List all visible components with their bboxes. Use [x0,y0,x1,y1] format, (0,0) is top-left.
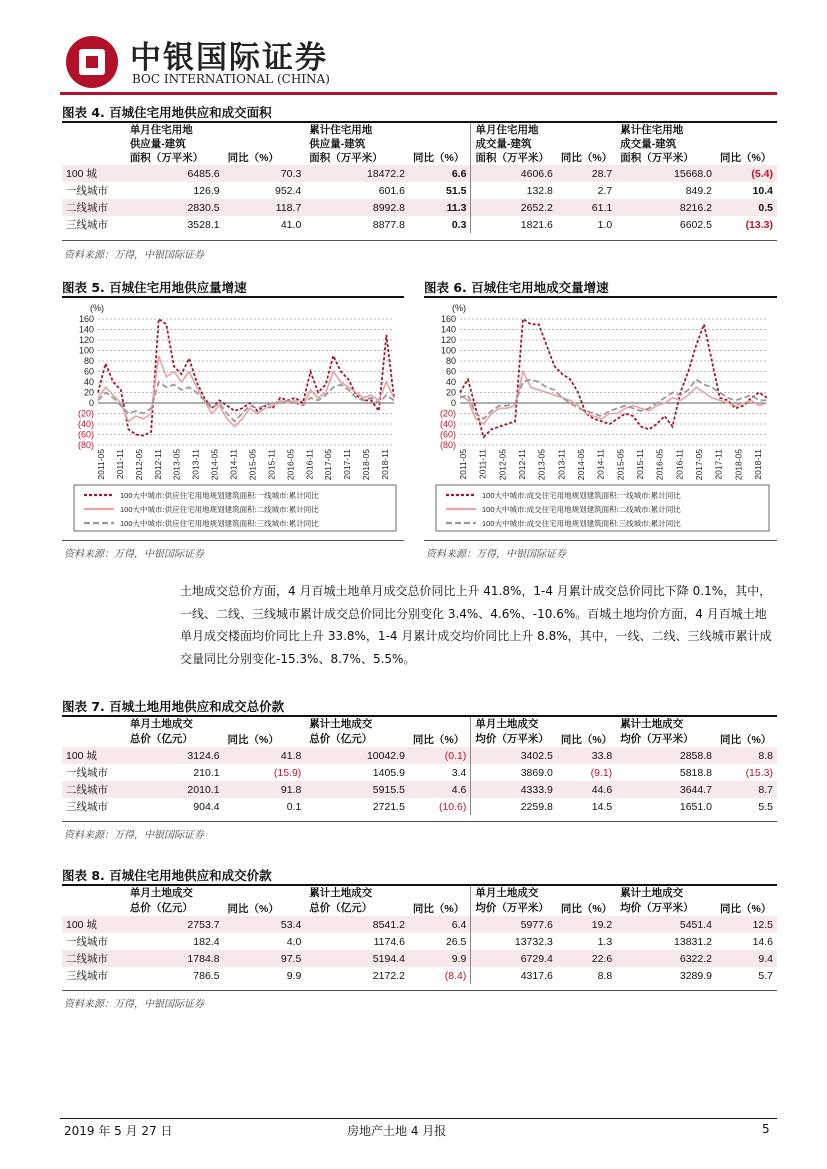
y-axis-label: (%) [452,303,466,313]
table8-source: 资料来源：万得，中银国际证券 [64,999,204,1010]
table-row: 二线城市 1784.8 97.5 5194.4 9.9 6729.4 22.6 6322.2 9.4 [62,950,777,967]
table7-title: 图表 7. 百城土地用地供应和成交总价款 [62,699,285,714]
brand-name-en: BOC INTERNATIONAL (CHINA) [132,72,330,86]
x-tick-label: 2013-11 [556,449,567,480]
series-line-1 [460,319,767,437]
y-tick-label: 60 [83,366,94,377]
table-row: 一线城市 126.9 952.4 601.6 51.5 132.8 2.7 849.2 10.4 [62,182,777,199]
fig6-chart [424,299,777,536]
fig5-chart [62,299,404,536]
brand-name-cn: 中银国际证券 [130,40,328,76]
x-tick-label: 2014-11 [228,449,239,480]
table-row: 100 城 6485.6 70.3 18472.2 6.6 4606.6 28.7 15668.0 (5.4) [62,165,777,182]
x-tick-label: 2018-11 [380,449,390,480]
footer-page-number: 5 [762,1122,770,1136]
table4-source: 资料来源：万得，中银国际证券 [64,250,204,261]
fig6-title: 图表 6. 百城住宅用地成交量增速 [424,280,609,295]
x-tick-label: 2015-05 [615,449,626,481]
table-row: 100 城 2753.7 53.4 8541.2 6.4 5977.6 19.2 5451.4 12.5 [62,916,777,933]
fig5-source: 资料来源：万得，中银国际证券 [64,549,204,560]
y-tick-label: 100 [78,345,94,356]
footer-rule [60,1118,777,1119]
y-tick-label: 80 [445,356,456,366]
x-tick-label: 2016-11 [304,449,315,480]
y-tick-label: 80 [83,356,94,366]
legend-label: 100大中城市:成交住宅用地规划建筑面积:一线城市:累计同比 [482,491,681,500]
y-tick-label: 0 [88,398,94,408]
y-tick-label: 140 [78,324,94,335]
table8: 单月土地成交 总价（亿元） 同比（%） 累计土地成交 总价（亿元） 同比（%） 单月土地成交 均价（万平米） 同比（%） 累计土地成交 均价（万平米） 同比（%） 100 城 2753.7 53.4 8541.2 6.4 5977.6 19.2 5451.4 12.5 一线城市 182.4 4.0 1174.6 26.5 13732.3 1.3 13831.2 14.6 二线城市 1784.8 97.5 5194.4 9.9 6729.4 22.6 6322.2 9.4 三线城市 786.5 9.9 2172.2 (8.4) 4317.6 8.8 3289.9 5.7 [62,886,777,984]
fig6-source: 资料来源：万得，中银国际证券 [426,549,566,560]
y-tick-label: 160 [440,314,456,324]
y-tick-label: (40) [439,419,456,429]
table8-bottom-rule [62,990,777,991]
y-tick-label: 60 [445,366,456,377]
table-row: 二线城市 2830.5 118.7 8992.8 11.3 2652.2 61.1 8216.2 0.5 [62,199,777,216]
boc-logo [66,36,118,88]
footer-date: 2019 年 5 月 27 日 [64,1124,173,1138]
x-tick-label: 2016-05 [285,449,296,481]
x-tick-label: 2017-11 [713,449,724,480]
legend-label: 100大中城市:供应住宅用地规划建筑面积:三线城市:累计同比 [120,519,319,528]
table-row: 100 城 3124.6 41.8 10042.9 (0.1) 3402.5 33.8 2858.8 8.8 [62,747,777,764]
legend-label: 100大中城市:供应住宅用地规划建筑面积:二线城市:累计同比 [120,505,319,514]
y-tick-label: 160 [78,314,94,324]
footer-report-name: 房地产土地 4 月报 [347,1124,447,1138]
x-tick-label: 2016-05 [654,449,665,481]
table4-title: 图表 4. 百城住宅用地供应和成交面积 [62,105,272,120]
table-row: 一线城市 210.1 (15.9) 1405.9 3.4 3869.0 (9.1) 5818.8 (15.3) [62,764,777,781]
x-tick-label: 2016-11 [674,449,685,480]
legend-label: 100大中城市:供应住宅用地规划建筑面积:一线城市:累计同比 [120,491,319,500]
table-row: 三线城市 786.5 9.9 2172.2 (8.4) 4317.6 8.8 3289.9 5.7 [62,967,777,984]
fig5-bottom-rule [62,540,404,541]
x-tick-label: 2014-05 [576,449,586,481]
x-tick-label: 2013-11 [190,449,201,480]
table8-title: 图表 8. 百城住宅用地供应和成交价款 [62,868,272,883]
x-tick-label: 2011-11 [114,449,125,479]
y-tick-label: (20) [439,408,456,419]
y-tick-label: 140 [440,324,456,335]
x-tick-label: 2015-11 [266,449,277,480]
fig6-top-rule [424,296,777,298]
y-tick-label: (60) [77,429,94,440]
x-tick-label: 2011-11 [477,449,488,479]
y-tick-label: 20 [83,387,94,398]
fig5-top-rule [62,296,404,298]
x-tick-label: 2012-05 [133,449,144,481]
x-tick-label: 2014-11 [595,449,606,480]
table-row: 三线城市 3528.1 41.0 8877.8 0.3 1821.6 1.0 6602.5 (13.3) [62,216,777,233]
x-tick-label: 2012-11 [517,449,527,480]
table7: 单月土地成交 总价（亿元） 同比（%） 累计土地成交 总价（亿元） 同比（%） 单月土地成交 均价（万平米） 同比（%） 累计土地成交 均价（万平米） 同比（%） 100 城 3124.6 41.8 10042.9 (0.1) 3402.5 33.8 2858.8 8.8 一线城市 210.1 (15.9) 1405.9 3.4 3869.0 (9.1) 5818.8 (15.3) 二线城市 2010.1 91.8 5915.5 4.6 4333.9 44.6 3644.7 8.7 三线城市 904.4 0.1 2721.5 (10.6) 2259.8 14.5 1651.0 5.5 [62,717,777,815]
y-tick-label: 100 [440,345,456,356]
y-tick-label: 40 [83,377,94,387]
fig6-bottom-rule [424,540,777,541]
legend-label: 100大中城市:成交住宅用地规划建筑面积:三线城市:累计同比 [482,519,681,528]
x-tick-label: 2017-05 [694,449,704,481]
y-tick-label: (80) [77,440,94,450]
table-row: 一线城市 182.4 4.0 1174.6 26.5 13732.3 1.3 13831.2 14.6 [62,933,777,950]
x-tick-label: 2011-05 [458,449,468,480]
x-tick-label: 2012-05 [497,449,508,481]
x-tick-label: 2018-05 [733,449,744,481]
x-tick-label: 2017-11 [342,449,353,480]
x-tick-label: 2014-05 [209,449,220,481]
y-tick-label: 120 [78,335,94,345]
y-tick-label: 0 [450,398,456,408]
table-row: 二线城市 2010.1 91.8 5915.5 4.6 4333.9 44.6 3644.7 8.7 [62,781,777,798]
x-tick-label: 2013-05 [171,449,182,481]
x-tick-label: 2012-11 [152,449,163,480]
body-paragraph: 土地成交总价方面，4 月百城土地单月成交总价同比上升 41.8%，1-4 月累计成交总价同比下降 0.1%，其中，一线、二线、三线城市累计成交总价同比分别变化 3.4%、4.6%、-10.6%。百城土地均价方面，4 月百城土地单月成交楼面均价同比上升 33.8%，1-4 月累计成交均价同比上升 8.8%，其中，一线、二线、三线城市累计成交量同比分别变化-15.3%、8.7%、5.5%。 [180,584,772,666]
y-tick-label: (40) [77,419,94,429]
x-tick-label: 2018-11 [753,449,763,480]
y-tick-label: (80) [439,440,456,450]
y-axis-label: (%) [90,303,104,313]
x-tick-label: 2011-05 [96,449,106,480]
y-tick-label: (20) [77,408,94,419]
x-tick-label: 2015-11 [635,449,645,480]
y-tick-label: 40 [445,377,456,387]
x-tick-label: 2013-05 [536,449,547,481]
table7-bottom-rule [62,821,777,822]
x-tick-label: 2017-05 [323,449,334,481]
x-tick-label: 2015-05 [247,449,258,481]
y-tick-label: 20 [445,387,456,398]
y-tick-label: (60) [439,429,456,440]
legend-label: 100大中城市:成交住宅用地规划建筑面积:二线城市:累计同比 [482,505,681,514]
y-tick-label: 120 [440,335,456,345]
table7-source: 资料来源：万得，中银国际证券 [64,830,204,841]
fig5-title: 图表 5. 百城住宅用地供应量增速 [62,280,247,295]
table4: 单月住宅用地 供应量-建筑 面积（万平米） 同比（%） 累计住宅用地 供应量-建筑 面积（万平米） 同比（%） 单月住宅用地 成交量-建筑 面积（万平米） 同比（%） 累计住宅用地 成交量-建筑 面积（万平米） 同比（%） 100 城 6485.6 70.3 18472.2 6.6 4606.6 28.7 15668.0 (5.4) 一线城市 126.9 952.4 601.6 51.5 132.8 2.7 849.2 10.4 二线城市 2830.5 118.7 8992.8 11.3 2652.2 61.1 8216.2 0.5 三线城市 3528.1 41.0 8877.8 0.3 1821.6 1.0 6602.5 (13.3) [62,123,777,233]
header-rule [60,92,777,95]
table4-bottom-rule [62,240,777,241]
x-tick-label: 2018-05 [361,449,372,481]
table-row: 三线城市 904.4 0.1 2721.5 (10.6) 2259.8 14.5 1651.0 5.5 [62,798,777,815]
